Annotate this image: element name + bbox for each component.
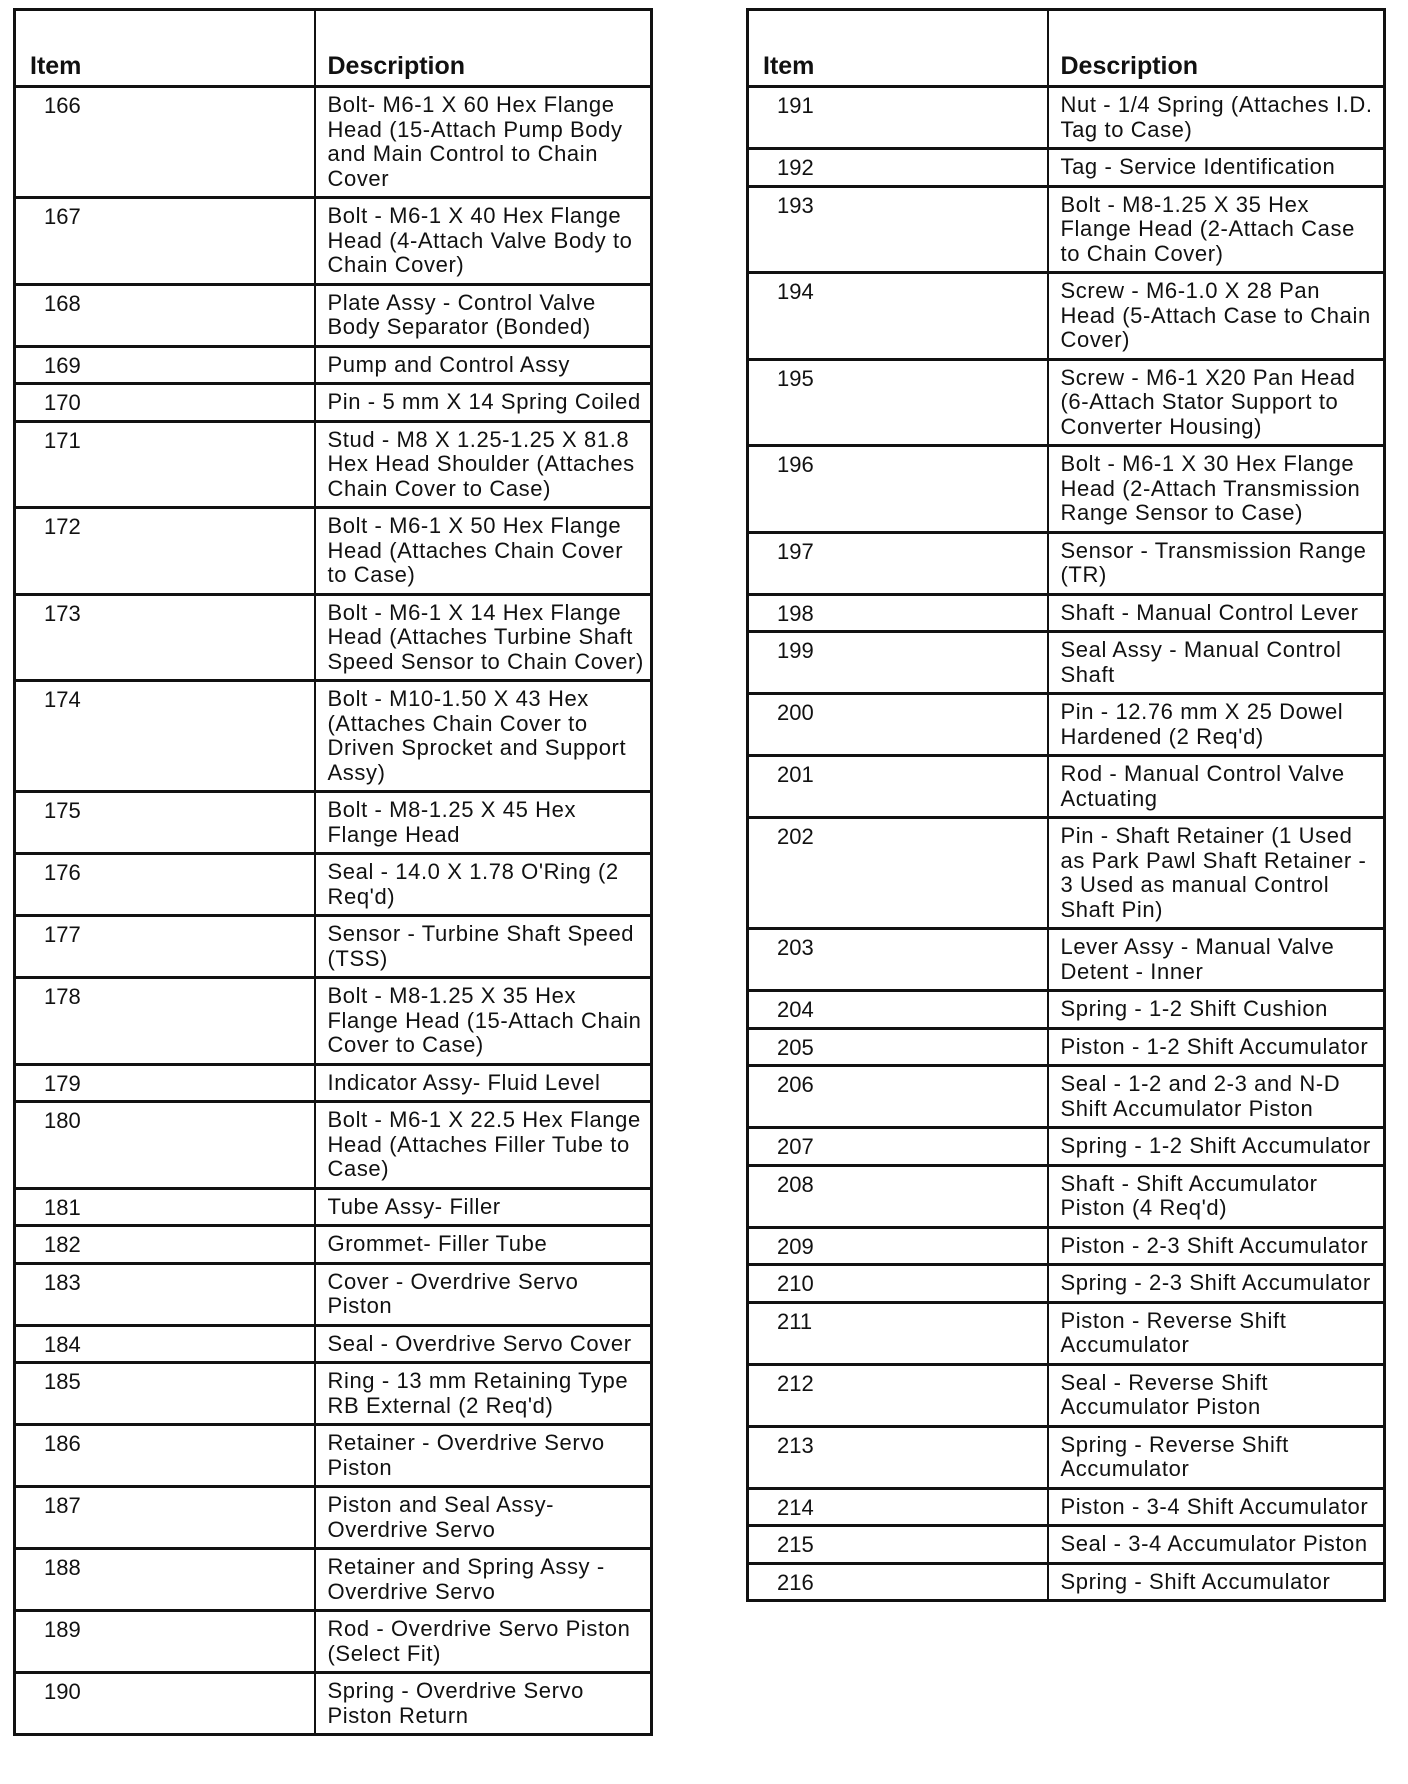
item-number: 181: [15, 1188, 315, 1226]
table-body-left: [15, 87, 652, 1735]
item-description: Spring - 1-2 Shift Cushion: [1048, 991, 1385, 1029]
table-row: [748, 594, 1385, 632]
item-number: 179: [15, 1064, 315, 1102]
table-row: [748, 1488, 1385, 1526]
item-number: 174: [15, 681, 315, 792]
item-description: Screw - M6-1 X20 Pan Head (6-Attach Stator Support to Converter Housing): [1048, 359, 1385, 446]
table-row: [748, 446, 1385, 533]
table-row: [748, 694, 1385, 756]
table-row: [15, 792, 652, 854]
item-description: Bolt- M6-1 X 60 Hex Flange Head (15-Attach Pump Body and Main Control to Chain Cover: [315, 87, 652, 198]
table-row: [15, 508, 652, 595]
item-number: 211: [748, 1302, 1048, 1364]
table-body-right: [748, 87, 1385, 1601]
item-number: 213: [748, 1426, 1048, 1488]
item-number: 204: [748, 991, 1048, 1029]
item-description: Sensor - Turbine Shaft Speed (TSS): [315, 916, 652, 978]
item-number: 198: [748, 594, 1048, 632]
item-description: Seal - 1-2 and 2-3 and N-D Shift Accumulator Piston: [1048, 1066, 1385, 1128]
item-description: Nut - 1/4 Spring (Attaches I.D. Tag to Case): [1048, 87, 1385, 149]
item-description: Plate Assy - Control Valve Body Separator (Bonded): [315, 284, 652, 346]
item-number: 182: [15, 1226, 315, 1264]
table-row: [748, 186, 1385, 273]
item-number: 214: [748, 1488, 1048, 1526]
item-number: 189: [15, 1611, 315, 1673]
item-number: 169: [15, 346, 315, 384]
table-row: [748, 818, 1385, 929]
table-row: [15, 421, 652, 508]
item-column-header: Item: [748, 10, 1048, 87]
item-description: Screw - M6-1.0 X 28 Pan Head (5-Attach Case to Chain Cover): [1048, 273, 1385, 360]
table-row: [15, 1325, 652, 1363]
item-description: Cover - Overdrive Servo Piston: [315, 1263, 652, 1325]
table-row: [15, 916, 652, 978]
item-description: Bolt - M6-1 X 40 Hex Flange Head (4-Attach Valve Body to Chain Cover): [315, 198, 652, 285]
item-description: Grommet- Filler Tube: [315, 1226, 652, 1264]
item-description: Spring - Overdrive Servo Piston Return: [315, 1673, 652, 1735]
item-number: 209: [748, 1227, 1048, 1265]
item-number: 203: [748, 929, 1048, 991]
table-row: [748, 1364, 1385, 1426]
item-description: Piston - Reverse Shift Accumulator: [1048, 1302, 1385, 1364]
table-row: [15, 1102, 652, 1189]
table-row: [748, 991, 1385, 1029]
item-description: Bolt - M6-1 X 22.5 Hex Flange Head (Attaches Filler Tube to Case): [315, 1102, 652, 1189]
item-number: 193: [748, 186, 1048, 273]
table-row: [15, 1064, 652, 1102]
table-row: [748, 1426, 1385, 1488]
table-row: [15, 1226, 652, 1264]
item-description: Pin - 12.76 mm X 25 Dowel Hardened (2 Req'd): [1048, 694, 1385, 756]
item-number: 206: [748, 1066, 1048, 1128]
item-number: 175: [15, 792, 315, 854]
table-row: [748, 359, 1385, 446]
table-row: [748, 1302, 1385, 1364]
item-description: Retainer and Spring Assy - Overdrive Servo: [315, 1549, 652, 1611]
item-description: Retainer - Overdrive Servo Piston: [315, 1425, 652, 1487]
item-number: 201: [748, 756, 1048, 818]
item-number: 171: [15, 421, 315, 508]
table-row: [748, 273, 1385, 360]
item-description: Spring - Shift Accumulator: [1048, 1563, 1385, 1601]
table-row: [748, 929, 1385, 991]
item-number: 172: [15, 508, 315, 595]
item-description: Piston - 2-3 Shift Accumulator: [1048, 1227, 1385, 1265]
table-row: [748, 532, 1385, 594]
item-description: Piston and Seal Assy- Overdrive Servo: [315, 1487, 652, 1549]
table-row: [15, 681, 652, 792]
item-number: 195: [748, 359, 1048, 446]
item-column-header: Item: [15, 10, 315, 87]
item-description: Bolt - M8-1.25 X 35 Hex Flange Head (15-Attach Chain Cover to Case): [315, 978, 652, 1065]
table-row: [748, 1028, 1385, 1066]
item-description: Shaft - Shift Accumulator Piston (4 Req'd): [1048, 1165, 1385, 1227]
item-description: Pin - Shaft Retainer (1 Used as Park Pawl Shaft Retainer - 3 Used as manual Control Shaft Pin): [1048, 818, 1385, 929]
table-row: [15, 1425, 652, 1487]
item-description: Sensor - Transmission Range (TR): [1048, 532, 1385, 594]
item-number: 215: [748, 1526, 1048, 1564]
item-number: 210: [748, 1265, 1048, 1303]
item-number: 183: [15, 1263, 315, 1325]
item-number: 199: [748, 632, 1048, 694]
table-row: [15, 1549, 652, 1611]
item-number: 170: [15, 384, 315, 422]
item-description: Rod - Manual Control Valve Actuating: [1048, 756, 1385, 818]
item-description: Shaft - Manual Control Lever: [1048, 594, 1385, 632]
table-row: [15, 1263, 652, 1325]
item-description: Tag - Service Identification: [1048, 149, 1385, 187]
item-description: Spring - Reverse Shift Accumulator: [1048, 1426, 1385, 1488]
item-description: Tube Assy- Filler: [315, 1188, 652, 1226]
parts-table-left: [13, 8, 653, 1736]
description-column-header: Description: [315, 10, 652, 87]
item-number: 190: [15, 1673, 315, 1735]
table-row: [748, 1563, 1385, 1601]
item-number: 184: [15, 1325, 315, 1363]
item-number: 207: [748, 1128, 1048, 1166]
item-number: 216: [748, 1563, 1048, 1601]
item-number: 188: [15, 1549, 315, 1611]
item-number: 196: [748, 446, 1048, 533]
item-number: 191: [748, 87, 1048, 149]
item-number: 173: [15, 594, 315, 681]
item-number: 205: [748, 1028, 1048, 1066]
item-number: 194: [748, 273, 1048, 360]
item-description: Bolt - M6-1 X 30 Hex Flange Head (2-Attach Transmission Range Sensor to Case): [1048, 446, 1385, 533]
item-description: Pump and Control Assy: [315, 346, 652, 384]
table-row: [15, 346, 652, 384]
item-number: 186: [15, 1425, 315, 1487]
item-description: Bolt - M6-1 X 50 Hex Flange Head (Attaches Chain Cover to Case): [315, 508, 652, 595]
item-number: 168: [15, 284, 315, 346]
table-row: [15, 1188, 652, 1226]
table-row: [748, 756, 1385, 818]
item-number: 200: [748, 694, 1048, 756]
item-description: Seal Assy - Manual Control Shaft: [1048, 632, 1385, 694]
item-description: Seal - 3-4 Accumulator Piston: [1048, 1526, 1385, 1564]
item-description: Rod - Overdrive Servo Piston (Select Fit): [315, 1611, 652, 1673]
item-description: Pin - 5 mm X 14 Spring Coiled: [315, 384, 652, 422]
item-number: 185: [15, 1363, 315, 1425]
item-number: 212: [748, 1364, 1048, 1426]
table-row: [748, 1066, 1385, 1128]
header-row: [15, 10, 652, 87]
item-number: 166: [15, 87, 315, 198]
table-row: [748, 87, 1385, 149]
item-description: Bolt - M6-1 X 14 Hex Flange Head (Attaches Turbine Shaft Speed Sensor to Chain Cover): [315, 594, 652, 681]
item-description: Ring - 13 mm Retaining Type RB External (2 Req'd): [315, 1363, 652, 1425]
table-row: [15, 854, 652, 916]
item-number: 202: [748, 818, 1048, 929]
item-description: Bolt - M8-1.25 X 35 Hex Flange Head (2-Attach Case to Chain Cover): [1048, 186, 1385, 273]
item-description: Seal - 14.0 X 1.78 O'Ring (2 Req'd): [315, 854, 652, 916]
item-description: Spring - 1-2 Shift Accumulator: [1048, 1128, 1385, 1166]
item-description: Piston - 3-4 Shift Accumulator: [1048, 1488, 1385, 1526]
table-row: [15, 1611, 652, 1673]
item-description: Seal - Reverse Shift Accumulator Piston: [1048, 1364, 1385, 1426]
item-number: 167: [15, 198, 315, 285]
item-number: 178: [15, 978, 315, 1065]
item-description: Seal - Overdrive Servo Cover: [315, 1325, 652, 1363]
item-description: Piston - 1-2 Shift Accumulator: [1048, 1028, 1385, 1066]
item-number: 192: [748, 149, 1048, 187]
table-row: [748, 1165, 1385, 1227]
item-number: 187: [15, 1487, 315, 1549]
table-row: [15, 594, 652, 681]
table-row: [15, 978, 652, 1065]
item-number: 208: [748, 1165, 1048, 1227]
table-row: [15, 384, 652, 422]
item-description: Indicator Assy- Fluid Level: [315, 1064, 652, 1102]
table-row: [15, 198, 652, 285]
header-row: [748, 10, 1385, 87]
table-row: [748, 1265, 1385, 1303]
table-row: [748, 1227, 1385, 1265]
item-description: Spring - 2-3 Shift Accumulator: [1048, 1265, 1385, 1303]
table-row: [748, 632, 1385, 694]
item-description: Stud - M8 X 1.25-1.25 X 81.8 Hex Head Shoulder (Attaches Chain Cover to Case): [315, 421, 652, 508]
table-row: [15, 1673, 652, 1735]
item-description: Lever Assy - Manual Valve Detent - Inner: [1048, 929, 1385, 991]
item-number: 180: [15, 1102, 315, 1189]
table-row: [15, 1363, 652, 1425]
parts-table-right: [746, 8, 1386, 1602]
table-row: [748, 1526, 1385, 1564]
item-description: Bolt - M10-1.50 X 43 Hex (Attaches Chain Cover to Driven Sprocket and Support Assy): [315, 681, 652, 792]
description-column-header: Description: [1048, 10, 1385, 87]
item-number: 197: [748, 532, 1048, 594]
table-row: [748, 1128, 1385, 1166]
table-row: [15, 284, 652, 346]
table-row: [15, 87, 652, 198]
table-row: [15, 1487, 652, 1549]
table-row: [748, 149, 1385, 187]
item-description: Bolt - M8-1.25 X 45 Hex Flange Head: [315, 792, 652, 854]
item-number: 177: [15, 916, 315, 978]
item-number: 176: [15, 854, 315, 916]
